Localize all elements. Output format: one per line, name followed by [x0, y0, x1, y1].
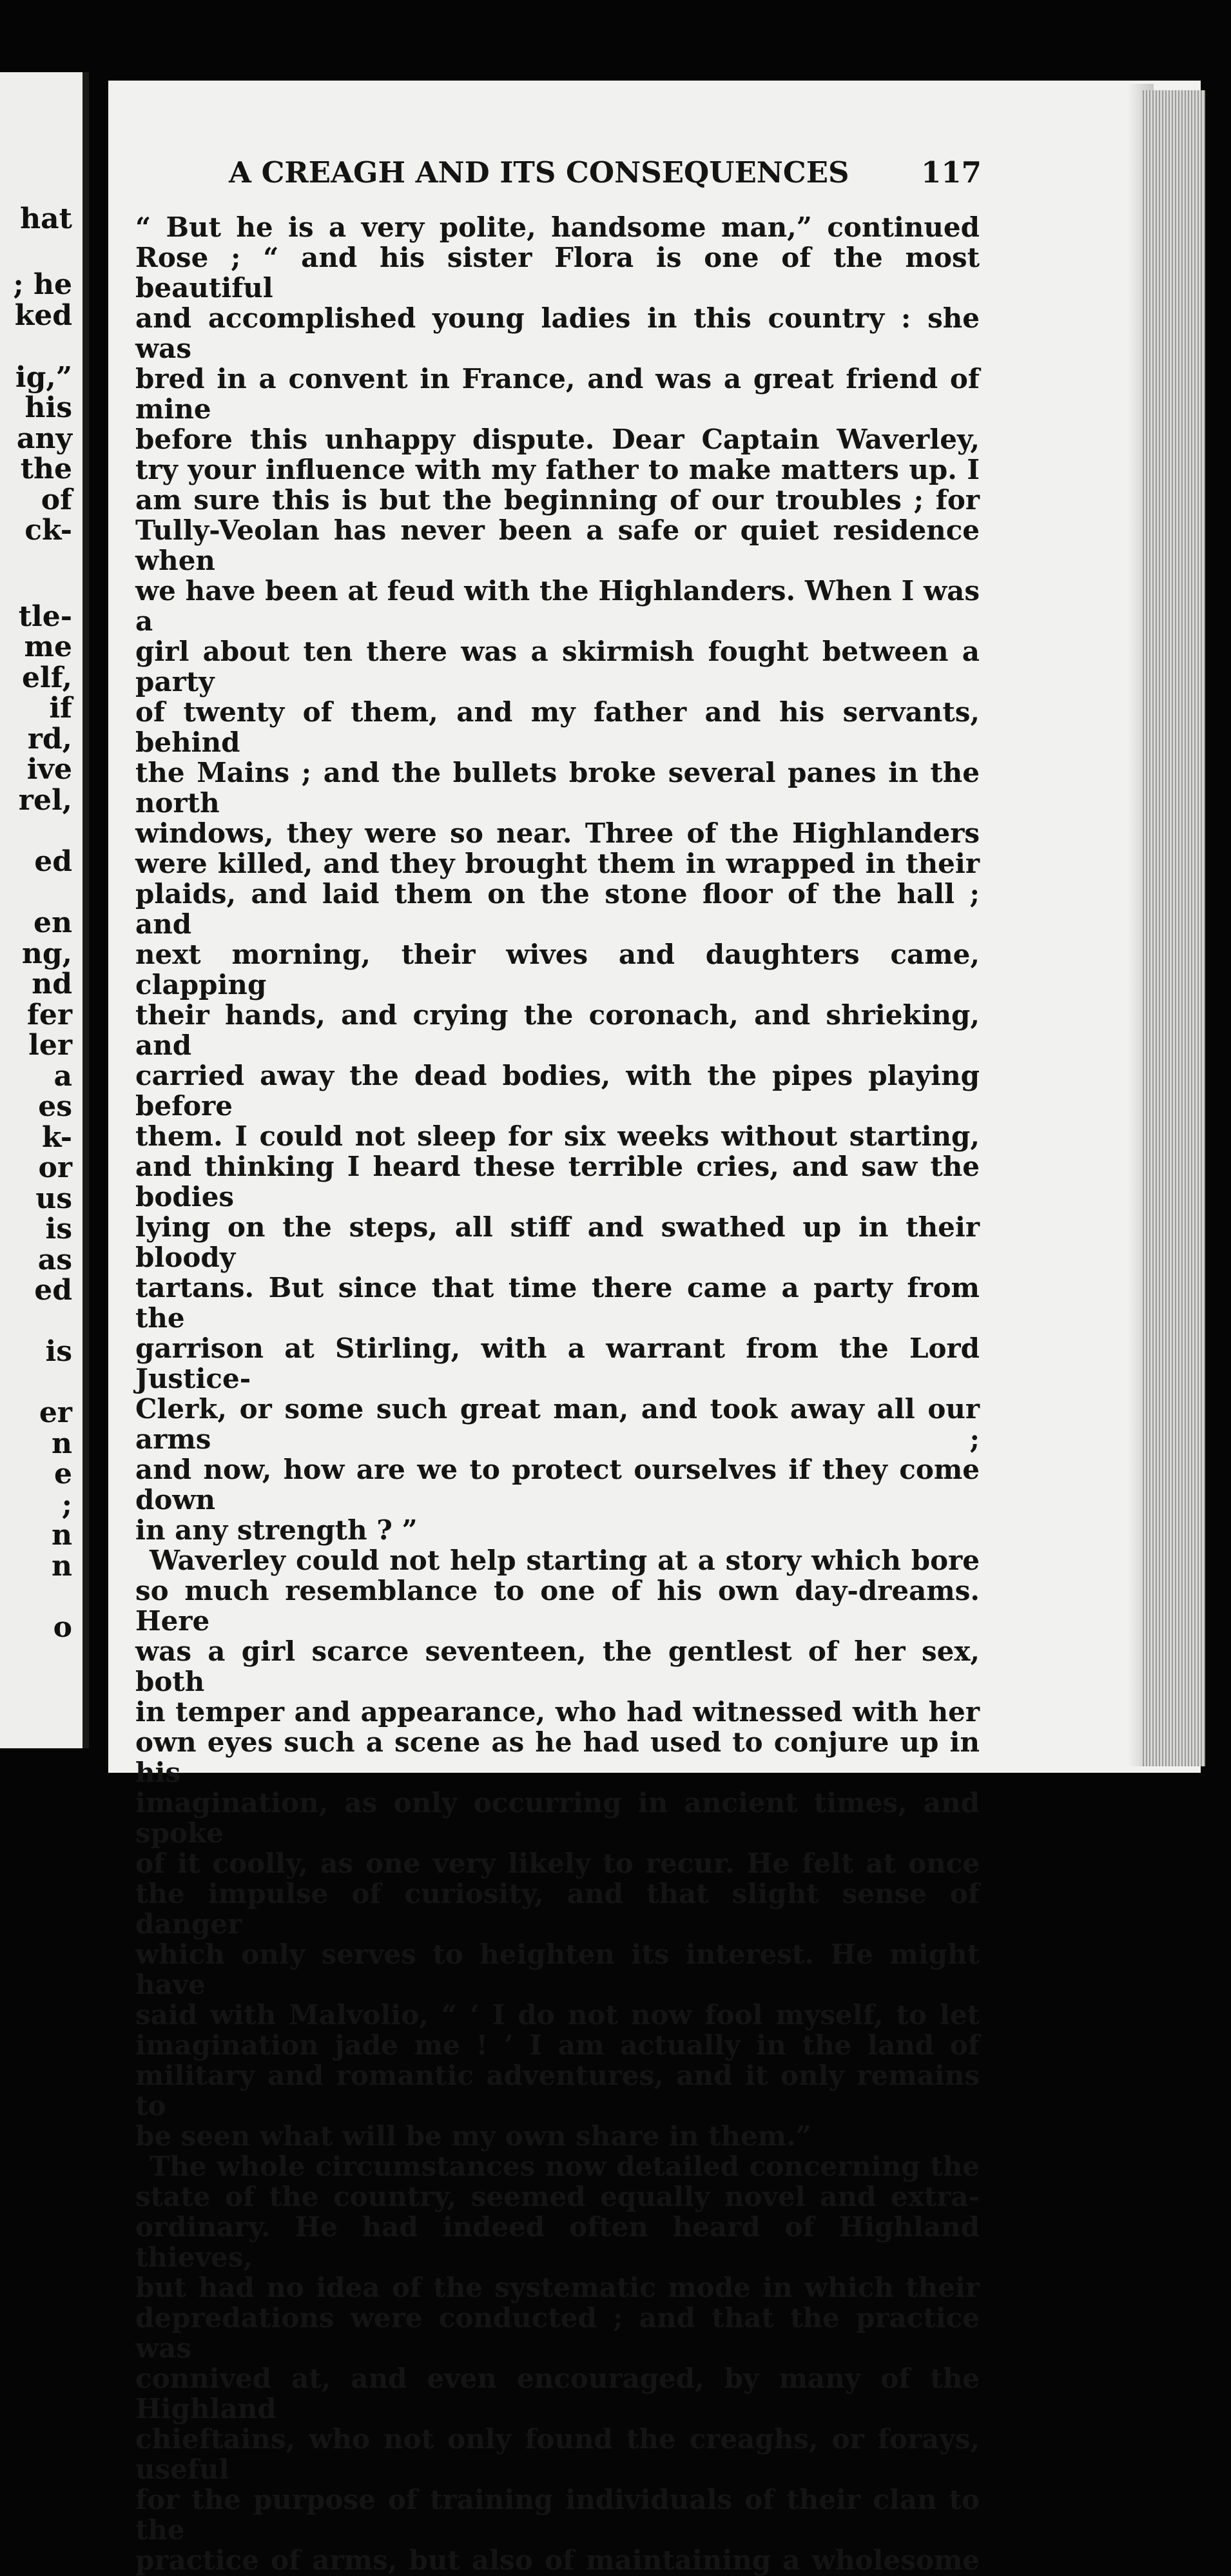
- left-page-fragment: ; he: [13, 268, 72, 301]
- left-page-fragment: o: [53, 1611, 72, 1644]
- left-page-fragment: en: [34, 906, 72, 939]
- text-line: next morning, their wives and daughters came, clapping: [135, 939, 980, 1000]
- text-line: of it coolly, as one very likely to recur. He felt at once: [135, 1848, 980, 1879]
- text-line: in temper and appearance, who had witnessed with her: [135, 1696, 980, 1728]
- text-line: The whole circumstances now detailed concerning the: [150, 2151, 980, 2182]
- left-page-fragment: nd: [32, 968, 72, 1000]
- text-line: “ But he is a very polite, handsome man,” continued: [135, 211, 980, 243]
- text-line: but had no idea of the systematic mode in which their: [135, 2272, 980, 2303]
- text-line: own eyes such a scene as he had used to conjure up in his: [135, 1726, 980, 1788]
- left-page-fragment: e: [54, 1458, 72, 1490]
- left-page-fragment: ler: [28, 1029, 72, 1062]
- left-page-fragment: elf,: [22, 661, 72, 694]
- left-page-fragment: if: [49, 692, 72, 725]
- left-page-fragment: n: [52, 1519, 72, 1552]
- text-line: of twenty of them, and my father and his servants, behind: [135, 696, 980, 758]
- text-line: chieftains, who not only found the creaghs, or forays, useful: [135, 2423, 980, 2485]
- left-page-fragment: er: [39, 1396, 72, 1429]
- text-line: the impulse of curiosity, and that slight sense of danger: [135, 1878, 980, 1940]
- left-page-fragment: ive: [26, 753, 72, 786]
- text-line: state of the country, seemed equally novel and extra-: [135, 2181, 980, 2212]
- text-line: be seen what will be my own share in them.”: [135, 2120, 811, 2152]
- left-page-fragment: ed: [34, 845, 72, 878]
- left-page-fragment: as: [37, 1244, 72, 1276]
- left-page-fragment: the: [20, 453, 72, 485]
- text-line: try your influence with my father to make matters up. I: [135, 454, 980, 485]
- left-page-fragment: ;: [61, 1488, 72, 1521]
- text-line: for the purpose of training individuals of their clan to the: [135, 2484, 980, 2546]
- text-line: Waverley could not help starting at a story which bore: [150, 1545, 980, 1576]
- page-number: 117: [921, 155, 982, 190]
- text-line: depredations were conducted ; and that the practice was: [135, 2302, 980, 2364]
- text-line: girl about ten there was a skirmish fought between a party: [135, 636, 980, 698]
- left-page-fragment: es: [38, 1090, 72, 1123]
- text-line: practice of arms, but also of maintaining a wholesome: [135, 2544, 980, 2576]
- text-line: imagination, as only occurring in ancient times, and spoke: [135, 1787, 980, 1849]
- text-line: military and romantic adventures, and it only remains to: [135, 2060, 980, 2122]
- gutter-edge: [82, 72, 89, 1748]
- text-line: lying on the steps, all stiff and swathed up in their bloody: [135, 1211, 980, 1273]
- left-page-fragment: n: [52, 1550, 72, 1583]
- left-page-fragment: rel,: [18, 784, 72, 817]
- left-page-fragment: rd,: [27, 723, 72, 756]
- text-line: windows, they were so near. Three of the Highlanders: [135, 817, 980, 849]
- left-facing-page: [0, 72, 89, 1748]
- text-line: the Mains ; and the bullets broke several panes in the north: [135, 757, 980, 819]
- left-page-fragment: ig,”: [15, 361, 72, 394]
- text-line: we have been at feud with the Highlanders. When I was a: [135, 575, 980, 637]
- text-line: in any strength ? ”: [135, 1514, 418, 1546]
- left-page-fragment: fer: [26, 999, 72, 1031]
- text-line: and now, how are we to protect ourselves if they come down: [135, 1454, 980, 1516]
- text-line: which only serves to heighten its interest. He might have: [135, 1938, 980, 2000]
- left-page-fragment: any: [16, 422, 72, 455]
- left-page-fragment: k-: [42, 1121, 72, 1154]
- text-line: ordinary. He had indeed often heard of Highland thieves,: [135, 2211, 980, 2273]
- text-line: their hands, and crying the coronach, and shrieking, and: [135, 999, 980, 1061]
- left-page-fragment: or: [38, 1151, 72, 1184]
- left-page-fragment: n: [52, 1427, 72, 1460]
- text-line: imagination jade me ! ’ I am actually in the land of: [135, 2029, 980, 2061]
- left-page-fragment: tle-: [18, 600, 72, 633]
- page-stack-edges: [1141, 90, 1205, 1766]
- text-line: connived at, and even encouraged, by many of the Highland: [135, 2363, 980, 2425]
- left-page-fragment: ked: [14, 299, 72, 332]
- text-line: Clerk, or some such great man, and took away all our arms ;: [135, 1393, 980, 1455]
- text-line: them. I could not sleep for six weeks without starting,: [135, 1120, 980, 1152]
- text-line: carried away the dead bodies, with the pipes playing before: [135, 1060, 980, 1122]
- left-page-fragment: hat: [20, 202, 72, 235]
- left-page-fragment: his: [24, 391, 72, 424]
- left-page-fragment: is: [45, 1335, 72, 1368]
- text-line: bred in a convent in France, and was a great friend of mine: [135, 363, 980, 425]
- body-text: [135, 212, 980, 2575]
- text-line: am sure this is but the beginning of our troubles ; for: [135, 484, 980, 516]
- left-page-fragment: of: [41, 483, 72, 516]
- text-line: plaids, and laid them on the stone floor of the hall ; and: [135, 878, 980, 940]
- text-line: was a girl scarce seventeen, the gentlest of her sex, both: [135, 1635, 980, 1697]
- text-line: said with Malvolio, “ ‘ I do not now fool myself, to let: [135, 1999, 980, 2031]
- left-page-fragment: ng,: [21, 937, 72, 970]
- text-line: before this unhappy dispute. Dear Captain Waverley,: [135, 424, 980, 455]
- left-page-fragment: us: [35, 1182, 72, 1215]
- text-line: were killed, and they brought them in wrapped in their: [135, 848, 980, 879]
- left-page-fragment: a: [53, 1060, 72, 1093]
- left-page-fragment: me: [24, 630, 72, 663]
- text-line: Tully-Veolan has never been a safe or quiet residence when: [135, 514, 980, 576]
- text-line: garrison at Stirling, with a warrant from the Lord Justice-: [135, 1332, 980, 1394]
- text-line: and thinking I heard these terrible cries, and saw the bodies: [135, 1151, 980, 1213]
- left-page-fragment: ed: [34, 1274, 72, 1307]
- left-page-fragment: ck-: [24, 514, 72, 547]
- running-head: [229, 155, 982, 190]
- text-line: Rose ; “ and his sister Flora is one of the most beautiful: [135, 242, 980, 304]
- text-line: so much resemblance to one of his own day-dreams. Here: [135, 1575, 980, 1637]
- chapter-title: A CREAGH AND ITS CONSEQUENCES: [229, 155, 849, 190]
- left-page-fragment: is: [45, 1213, 72, 1245]
- text-line: tartans. But since that time there came a party from the: [135, 1272, 980, 1334]
- text-line: and accomplished young ladies in this country : she was: [135, 302, 980, 364]
